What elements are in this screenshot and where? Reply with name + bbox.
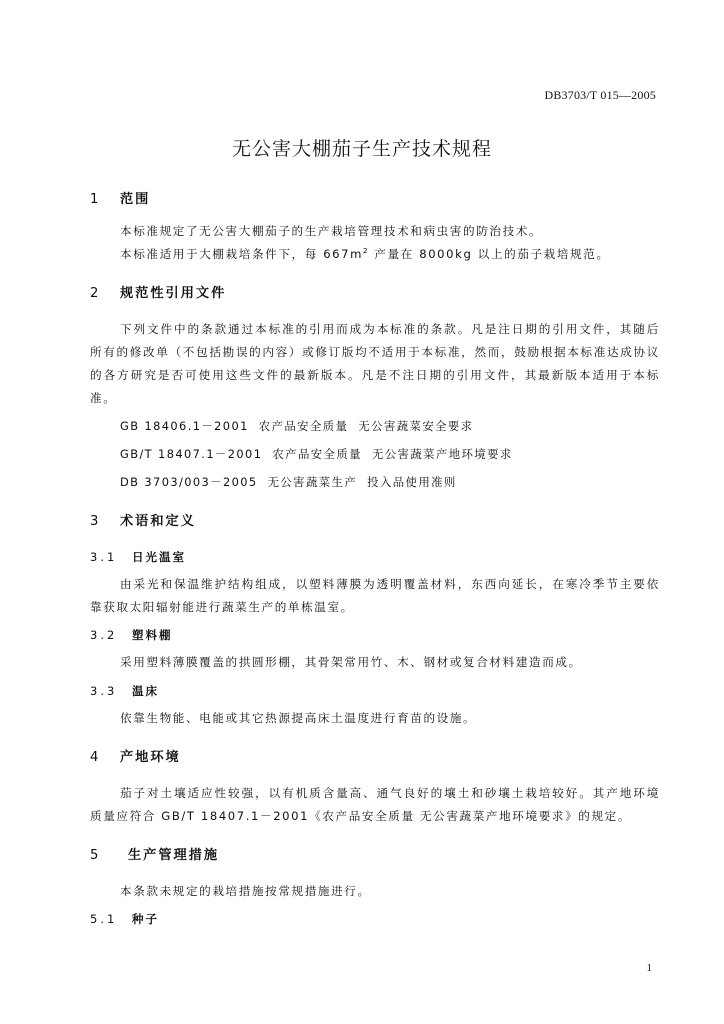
section-number: 5 bbox=[90, 848, 101, 863]
subsection-number: 3.3 bbox=[90, 684, 118, 698]
section-title: 范围 bbox=[120, 192, 151, 207]
section-title: 术语和定义 bbox=[120, 514, 196, 529]
superscript: 2 bbox=[363, 247, 370, 256]
subsection-title: 日光温室 bbox=[132, 550, 186, 564]
section-number: 4 bbox=[90, 750, 101, 765]
subsection-number: 3.1 bbox=[90, 550, 118, 564]
reference-item: DB 3703/003－2005 无公害蔬菜生产 投入品使用准则 bbox=[120, 475, 457, 489]
section-heading-5 bbox=[90, 844, 660, 868]
paragraph bbox=[90, 243, 660, 266]
document-title: 无公害大棚茄子生产技术规程 bbox=[231, 138, 492, 160]
paragraph-text: 产量在 8000kg 以上的茄子栽培规范。 bbox=[369, 247, 610, 261]
subsection-number: 3.2 bbox=[90, 628, 118, 642]
document-code: DB3703/T 015—2005 bbox=[544, 88, 656, 102]
paragraph: 本标准规定了无公害大棚茄子的生产栽培管理技术和病虫害的防治技术。 bbox=[120, 224, 543, 238]
subsection-title: 种子 bbox=[132, 912, 159, 926]
subsection-heading-3-2 bbox=[90, 624, 660, 646]
paragraph: 采用塑料薄膜覆盖的拱圆形棚，其骨架常用竹、木、钢材或复合材料建造而成。 bbox=[120, 655, 582, 669]
paragraph: 依靠生物能、电能或其它热源提高床土温度进行育苗的设施。 bbox=[120, 711, 477, 725]
subsection-title: 温床 bbox=[132, 684, 159, 698]
section-heading-2 bbox=[90, 282, 660, 306]
paragraph: 下列文件中的条款通过本标准的引用而成为本标准的条款。凡是注日期的引用文件，其随后所有的修改单（不包括勘误的内容）或修订版均不适用于本标准，然而，鼓励根据本标准达成协议的各方研究是否可使用这些文件的最新版本。凡是不注日期的引用文件，其最新版本适用于本标准。 bbox=[90, 322, 660, 405]
subsection-heading-5-1 bbox=[90, 908, 660, 930]
section-heading-4 bbox=[90, 746, 660, 770]
reference-item: GB/T 18407.1－2001 农产品安全质量 无公害蔬菜产地环境要求 bbox=[120, 447, 513, 461]
section-title: 规范性引用文件 bbox=[120, 286, 227, 301]
section-title: 产地环境 bbox=[120, 750, 181, 765]
section-number: 2 bbox=[90, 286, 101, 301]
section-number: 3 bbox=[90, 514, 101, 529]
paragraph-text: 本标准适用于大棚栽培条件下，每 667m bbox=[120, 247, 364, 261]
section-title: 生产管理措施 bbox=[128, 848, 220, 863]
paragraph: 本条款未规定的栽培措施按常规措施进行。 bbox=[120, 884, 371, 898]
section-number: 1 bbox=[90, 192, 101, 207]
document-body bbox=[90, 188, 660, 930]
subsection-title: 塑料棚 bbox=[132, 628, 173, 642]
section-heading-1 bbox=[90, 188, 660, 212]
paragraph: 茄子对土壤适应性较强，以有机质含量高、通气良好的壤土和砂壤土栽培较好。其产地环境质量应符合 GB/T 18407.1－2001《农产品安全质量 无公害蔬菜产地环境要求》的规定。 bbox=[90, 786, 660, 823]
reference-item: GB 18406.1－2001 农产品安全质量 无公害蔬菜安全要求 bbox=[120, 419, 474, 433]
paragraph: 由采光和保温维护结构组成，以塑料薄膜为透明覆盖材料，东西向延长，在寒冷季节主要依靠获取太阳辐射能进行蔬菜生产的单栋温室。 bbox=[90, 577, 660, 614]
subsection-heading-3-3 bbox=[90, 680, 660, 702]
page-number: 1 bbox=[646, 962, 652, 974]
subsection-number: 5.1 bbox=[90, 912, 118, 926]
subsection-heading-3-1 bbox=[90, 546, 660, 568]
section-heading-3 bbox=[90, 510, 660, 534]
